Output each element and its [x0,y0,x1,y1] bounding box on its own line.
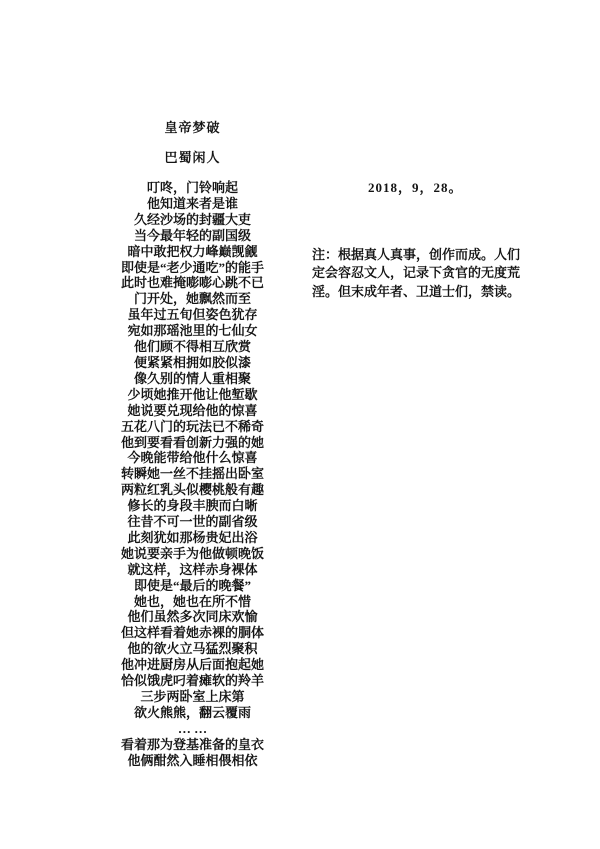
poem-line: 她说要兑现给他的惊喜 [127,402,258,418]
poem-line: 她说要亲手为他做顿晚饭 [120,545,264,561]
poem-line: 欲火熊熊，翻云覆雨 [133,704,251,720]
note-line: 淫。但末成年者、卫道士们，禁读。 [312,283,521,299]
note-line: 注：根据真人真事，创作而成。人们 [312,247,521,262]
poem-body [55,180,330,769]
poem-line: 即使是“最后的晚餐” [133,577,251,593]
poem-line: 他到要看看创新力强的她 [120,434,264,450]
poem-line: 虽年过五旬但姿色犹存 [127,307,258,323]
poem-line: 当今最年轻的副国级 [133,227,251,243]
poem-line: 少顷她推开他让他堑歇 [127,386,258,402]
poem-line: 他知道来者是谁 [146,195,238,211]
poem-line: 就这样，这样赤身裸体 [127,561,258,577]
poem-line: 她也，她也在所不惜 [133,593,251,609]
poem-line: 久经沙场的封疆大吏 [133,211,251,227]
poem-line: 转瞬她一丝不挂摇出卧室 [120,466,264,482]
poem-title: 皇帝梦破 [164,120,221,135]
poem-line: 此刻犹如那杨贵妃出浴 [127,529,258,545]
date-text: 2018，9，28。 [368,180,463,195]
poem-line: 两粒红乳头似樱桃般有趣 [120,482,264,498]
poem-line: 宛如那瑶池里的七仙女 [127,323,258,339]
note-line: 定会容忍文人，记录下贪官的无度荒 [312,265,521,281]
poem-line: … … [177,720,208,736]
poem-line: 但这样看着她赤裸的胴体 [120,625,264,641]
poem-line: 看着那为登基准备的皇衣 [120,736,264,752]
poem-line: 今晚能带给他什么惊喜 [127,450,258,466]
poem-line: 他们虽然多次同床欢愉 [127,609,258,625]
poem-line: 像久别的情人重相聚 [133,370,251,386]
poem-line: 他冲进厨房从后面抱起她 [120,657,264,673]
poem-line: 即使是“老少通吃”的能手 [120,259,264,275]
poem-line: 门开处，她飘然而至 [133,291,251,307]
poem-author: 巴蜀闲人 [164,150,221,165]
note-paragraph [312,246,540,301]
poem-line: 此时也难掩嘭嘭心跳不已 [120,275,264,291]
poem-line: 三步两卧室上床第 [140,689,245,704]
poem-line: 他们顾不得相互欣赏 [133,339,251,355]
poem-line: 恰似饿虎叼着瘫软的羚羊 [120,673,264,689]
poem-line: 叮咚，门铃响起 [146,180,238,195]
poem-line: 修长的身段丰腴而白晰 [127,498,258,514]
poem-line: 五花八门的玩法已不稀奇 [120,418,264,434]
poem-line: 他俩酣然入睡相偎相依 [127,752,258,768]
poem-column [55,120,330,769]
poem-line: 往昔不可一世的副省级 [127,514,258,530]
poem-line: 暗中敢把权力峰巅觊觎 [127,243,258,259]
poem-line: 便紧紧相拥如胶似漆 [133,354,251,370]
poem-line: 他的欲火立马猛烈聚积 [127,641,258,657]
